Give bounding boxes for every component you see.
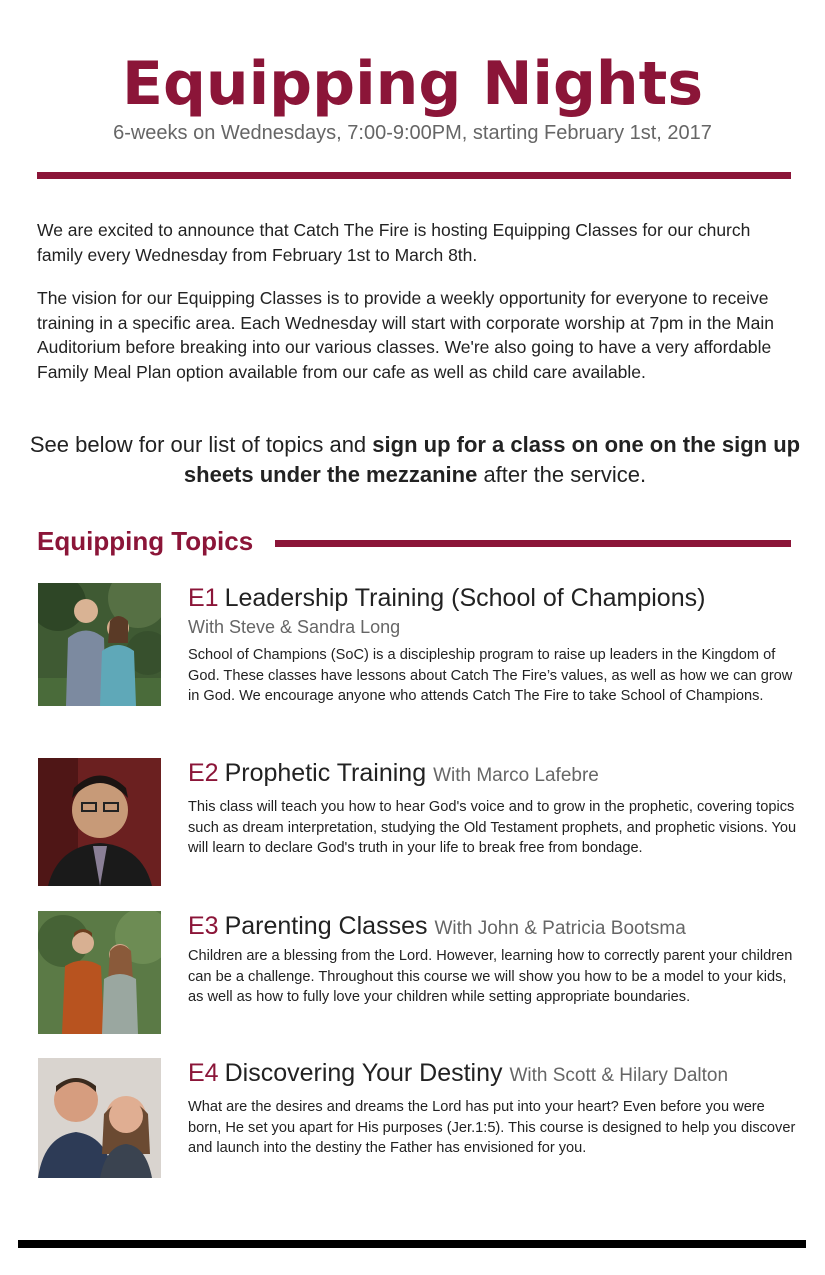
signup-callout <box>20 430 810 490</box>
topics-heading-bar <box>275 540 791 547</box>
page-title: Equipping Nights <box>121 49 704 119</box>
topic-e3-body <box>188 911 798 1008</box>
photo-john-patricia-bootsma <box>38 911 161 1034</box>
topic-title: Parenting Classes <box>224 912 428 940</box>
photo-steve-sandra-long <box>38 583 161 706</box>
topic-e2-body <box>188 758 798 859</box>
topic-e2-title-line <box>188 758 798 791</box>
callout-text-2: after the service. <box>477 462 647 487</box>
page-subtitle: 6-weeks on Wednesdays, 7:00-9:00PM, starting February 1st, 2017 <box>113 122 712 144</box>
intro-section <box>37 218 797 403</box>
topic-e3-title-line <box>188 911 798 944</box>
topic-code: E3 <box>188 912 219 940</box>
intro-paragraph-1: We are excited to announce that Catch The Fire is hosting Equipping Classes for our church family every Wednesday from February 1st to March 8th. <box>37 220 751 265</box>
topic-title: Prophetic Training <box>224 759 427 787</box>
header <box>0 48 825 146</box>
topic-leaders: With Scott & Hilary Dalton <box>509 1065 729 1086</box>
footer-divider <box>18 1240 806 1248</box>
topic-leaders: With John & Patricia Bootsma <box>434 918 686 939</box>
topic-description: This class will teach you how to hear God's voice and to grow in the prophetic, covering topics such as dream interpretation, studying the Old Testament prophets, and prophetic visions. You will learn to declare God's truth in your life to break free from bondage. <box>188 799 797 856</box>
topic-title: Leadership Training (School of Champions) <box>224 584 706 612</box>
topics-heading <box>37 526 791 560</box>
topic-leaders: With Marco Lafebre <box>433 765 599 786</box>
topic-e4-title-line <box>188 1058 798 1091</box>
photo-scott-hilary-dalton <box>38 1058 161 1178</box>
topic-code: E1 <box>188 584 219 612</box>
callout-text-1: See below for our list of topics and <box>29 432 373 457</box>
topic-description: Children are a blessing from the Lord. However, learning how to correctly parent your children can be a challenge. Throughout this course we will show you how to be a model to your kids, as well as how to fully love your children while setting appropriate boundaries. <box>188 948 793 1005</box>
topic-e4-body <box>188 1058 798 1159</box>
intro-paragraph-2: The vision for our Equipping Classes is to provide a weekly opportunity for everyone to receive training in a specific area. Each Wednesday will start with corporate worship at 7pm in the Main Auditorium before breaking into our various classes. We're also going to have a very affordable Family Meal Plan option available from our cafe as well as child care available. <box>37 288 774 382</box>
topic-title: Discovering Your Destiny <box>224 1059 503 1087</box>
topic-description: What are the desires and dreams the Lord has put into your heart? Even before you were born, He set you apart for His purposes (Jer.1:5). This course is designed to help you discover and launch into the destiny the Father has envisioned for you. <box>188 1099 796 1156</box>
topic-e1-body <box>188 583 798 707</box>
topics-heading-label: Equipping Topics <box>37 526 254 556</box>
topic-code: E2 <box>188 759 219 787</box>
topic-e1-title-line <box>188 583 798 613</box>
photo-marco-lafebre <box>38 758 161 886</box>
topic-description: School of Champions (SoC) is a discipleship program to raise up leaders in the Kingdom of God. These classes have lessons about Catch The Fire’s values, as well as how we can grow in God. We encourage anyone who attends Catch The Fire to take School of Champions. <box>188 647 793 704</box>
header-divider <box>37 172 791 179</box>
topic-code: E4 <box>188 1059 219 1087</box>
callout-bold: sign up for a class on one on the sign up sheets under the mezzanine <box>183 432 801 487</box>
topic-leaders: With Steve & Sandra Long <box>188 617 401 637</box>
